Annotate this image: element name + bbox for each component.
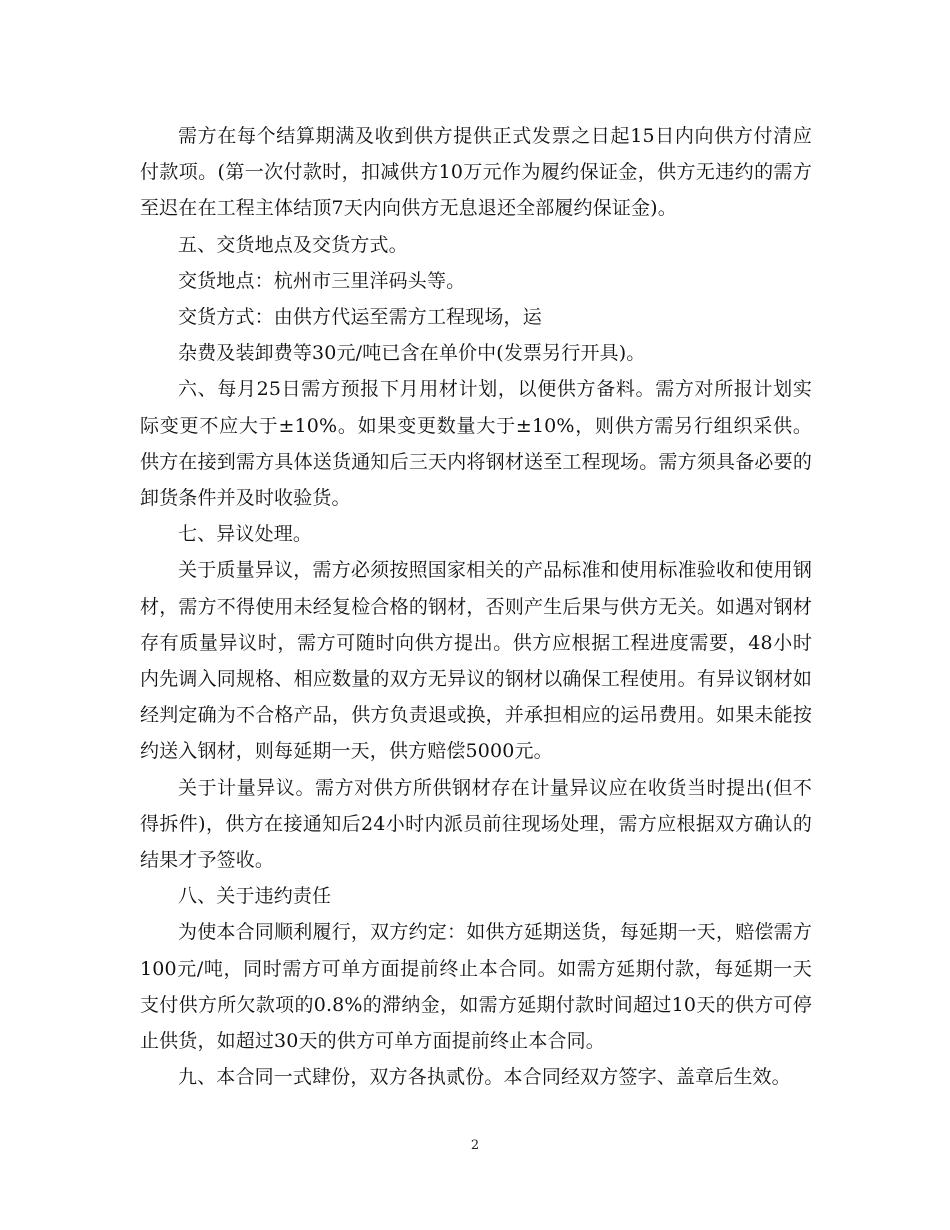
heading-objections: 七、异议处理。 bbox=[178, 523, 313, 546]
paragraph-payment-terms: 需方在每个结算期满及收到供方提供正式发票之日起15日内向供方付清应付款项。(第一次付款时，扣减供方10万元作为履约保证金，供方无违约的需方至迟在在工程主体结顶7天内向供方无息退还全部履约保证金)。 bbox=[140, 125, 812, 220]
paragraph-delivery-location: 交货地点：杭州市三里洋码头等。 bbox=[178, 269, 466, 292]
heading-delivery: 五、交货地点及交货方式。 bbox=[178, 233, 408, 256]
paragraph-monthly-plan: 六、每月25日需方预报下月用材计划，以便供方备料。需方对所报计划实际变更不应大于±10%。如果变更数量大于±10%，则供方需另行组织采供。供方在接到需方具体送货通知后三天内将钢材送至工程现场。需方须具备必要的卸货条件并及时收验货。 bbox=[140, 378, 812, 510]
paragraph-breach-terms: 为使本合同顺利履行，双方约定：如供方延期送货，每延期一天，赔偿需方100元/吨，同时需方可单方面提前终止本合同。如需方延期付款，每延期一天支付供方所欠款项的0.8%的滞纳金，如需方延期付款时间超过10天的供方可停止供货，如超过30天的供方可单方面提前终止本合同。 bbox=[140, 921, 812, 1053]
paragraph-copies-effect: 九、本合同一式肆份，双方各执贰份。本合同经双方签字、盖章后生效。 bbox=[178, 1066, 791, 1089]
paragraph-delivery-fees: 杂费及装卸费等30元/吨已含在单价中(发票另行开具)。 bbox=[178, 342, 646, 365]
paragraph-delivery-method: 交货方式：由供方代运至需方工程现场，运 bbox=[178, 306, 542, 329]
paragraph-measurement-objection: 关于计量异议。需方对供方所供钢材存在计量异议应在收货当时提出(但不得拆件)，供方在接通知后24小时内派员前往现场处理，需方应根据双方确认的结果才予签收。 bbox=[140, 776, 812, 872]
heading-breach-liability: 八、关于违约责任 bbox=[178, 885, 332, 908]
paragraph-quality-objection: 关于质量异议，需方必须按照国家相关的产品标准和使用标准验收和使用钢材，需方不得使用未经复检合格的钢材，否则产生后果与供方无关。如遇对钢材存有质量异议时，需方可随时向供方提出。供方应根据工程进度需要，48小时内先调入同规格、相应数量的双方无异议的钢材以确保工程使用。有异议钢材如经判定确为不合格产品，供方负责退或换，并承担相应的运吊费用。如果未能按约送入钢材，则每延期一天，供方赔偿5000元。 bbox=[140, 559, 812, 763]
document-body bbox=[140, 118, 812, 1095]
page-number: 2 bbox=[470, 1138, 480, 1153]
